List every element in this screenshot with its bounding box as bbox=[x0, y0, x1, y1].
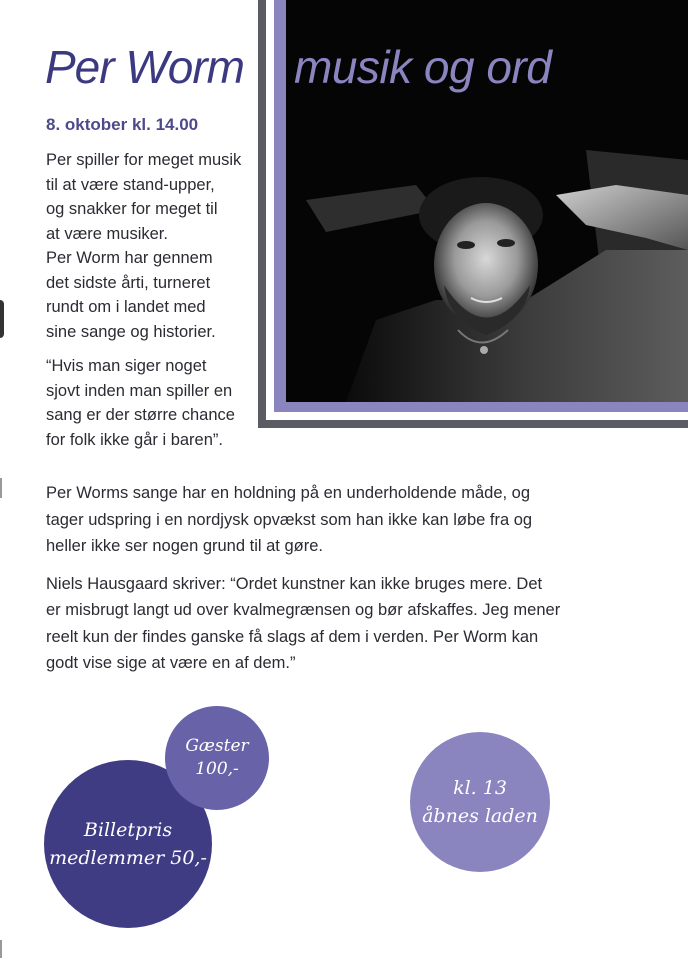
body-line: Per Worms sange har en holdning på en underholdende måde, og bbox=[46, 484, 531, 502]
doors-open-label: åbnes laden bbox=[422, 805, 538, 827]
citation-line: Niels Hausgaard skriver: “Ordet kunstner kan ikke bruges mere. Det bbox=[46, 574, 543, 593]
event-date: 8. oktober kl. 14.00 bbox=[46, 115, 199, 134]
citation-line: er misbrugt langt ud over kvalmegrænsen og bør afskaffes. Jeg mener bbox=[46, 601, 561, 619]
citation-paragraph bbox=[46, 571, 566, 677]
body-paragraph bbox=[46, 480, 566, 560]
member-price-value: medlemmer 50,- bbox=[49, 847, 207, 869]
citation-line: reelt kun der findes ganske få slags af dem i verden. Per Worm kan bbox=[46, 627, 539, 646]
intro-line: rundt om i landet med bbox=[46, 298, 206, 316]
guest-price-value: 100,- bbox=[195, 759, 239, 779]
guest-price-bubble bbox=[165, 706, 269, 810]
quote-line: “Hvis man siger noget bbox=[46, 357, 207, 375]
doors-open-time: kl. 13 bbox=[453, 777, 507, 799]
guest-price-label: Gæster bbox=[185, 736, 249, 756]
doors-open-bubble bbox=[410, 732, 550, 872]
citation-line: godt vise sige at være en af dem.” bbox=[46, 654, 296, 672]
intro-column bbox=[46, 148, 256, 462]
intro-line: til at være stand-upper, bbox=[46, 175, 215, 194]
member-price-label: Billetpris bbox=[83, 819, 173, 841]
quote-line: for folk ikke går i baren”. bbox=[46, 430, 223, 449]
intro-line: det sidste årti, turneret bbox=[46, 273, 211, 292]
event-tagline: musik og ord bbox=[294, 41, 552, 93]
quote-line: sjovt inden man spiller en bbox=[46, 381, 233, 400]
quote-line: sang er der større chance bbox=[46, 406, 235, 424]
page-edge-dash bbox=[0, 940, 2, 958]
intro-paragraph bbox=[46, 148, 256, 344]
body-line: heller ikke ser nogen grund til at gøre. bbox=[46, 537, 323, 555]
intro-line: Per spiller for meget musik bbox=[46, 151, 242, 169]
performer-name: Per Worm bbox=[45, 41, 244, 93]
intro-line: sine sange og historier. bbox=[46, 322, 216, 341]
quote-paragraph bbox=[46, 354, 256, 452]
intro-line: Per Worm har gennem bbox=[46, 249, 213, 267]
intro-line: at være musiker. bbox=[46, 224, 168, 243]
page-edge-mark bbox=[0, 300, 4, 338]
page-edge-dash bbox=[0, 478, 2, 498]
body-line: tager udspring i en nordjysk opvækst som han ikke kan løbe fra og bbox=[46, 510, 533, 529]
intro-line: og snakker for meget til bbox=[46, 200, 218, 218]
body-text bbox=[46, 480, 566, 688]
